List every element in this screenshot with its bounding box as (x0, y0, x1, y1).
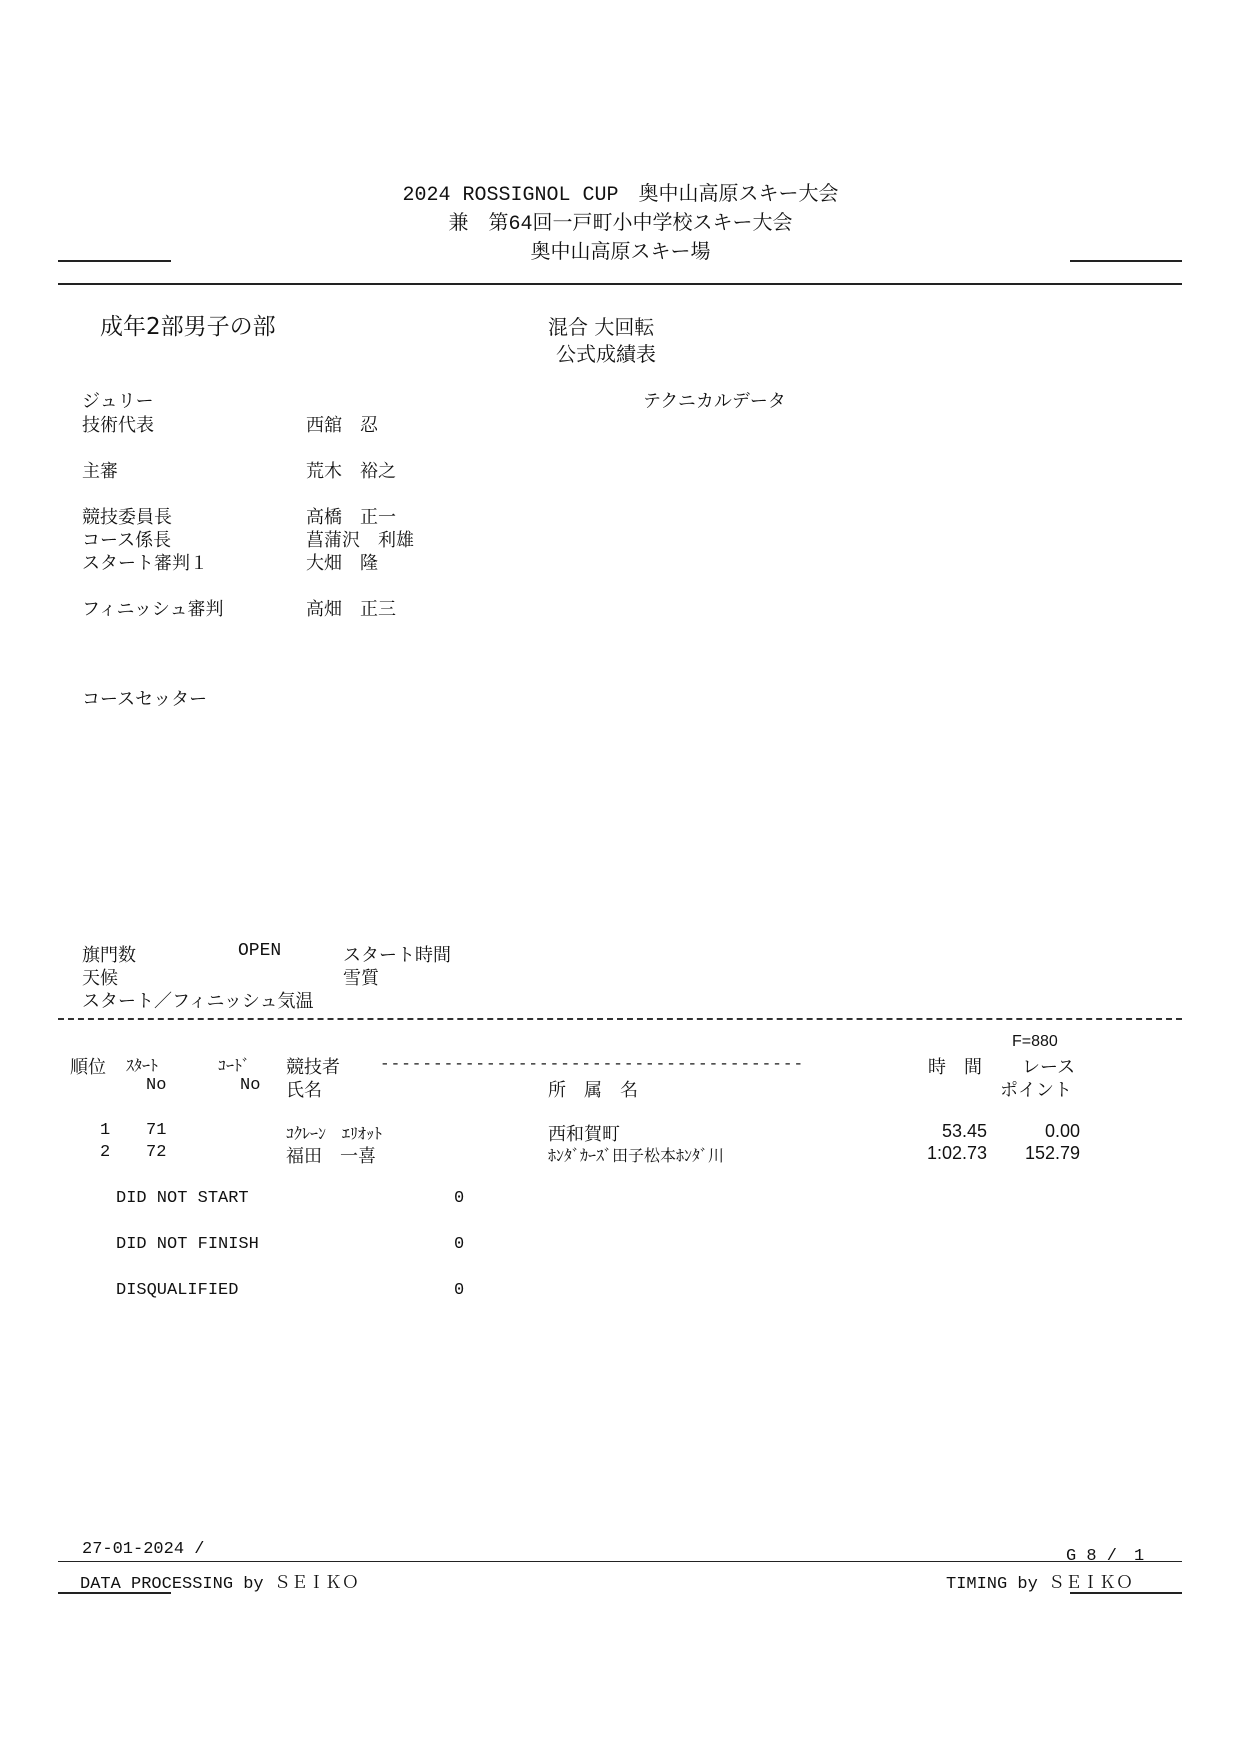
col-name: 氏名 (286, 1080, 322, 1101)
result-bib: 72 (146, 1143, 167, 1162)
footer-data-processing: DATA PROCESSING by ＳＥＩＫＯ (80, 1575, 359, 1594)
jury-name: 高橋 正一 (306, 507, 396, 528)
course-setter-label: コースセッター (82, 689, 208, 710)
jury-heading: ジュリー (82, 391, 154, 412)
temperature-label: スタート／フィニッシュ気温 (82, 991, 314, 1012)
result-club: ﾎﾝﾀﾞｶｰｽﾞ田子松本ﾎﾝﾀﾞ川 (548, 1146, 725, 1165)
col-code: ｺｰﾄﾞ (218, 1056, 251, 1075)
result-points: 152.79 (1024, 1143, 1080, 1163)
category-title: 成年2部男子の部 (100, 314, 276, 340)
summary-dsq-label: DISQUALIFIED (116, 1281, 239, 1300)
weather-label: 天候 (82, 968, 118, 989)
section-divider (58, 1018, 1182, 1020)
result-rank: 1 (100, 1121, 111, 1140)
summary-dnf-label: DID NOT FINISH (116, 1235, 259, 1254)
event-subtitle: 兼 第64回一戸町小中学校スキー大会 (448, 213, 793, 236)
summary-dns-label: DID NOT START (116, 1189, 249, 1208)
col-competitor: 競技者 (286, 1057, 340, 1078)
gates-label: 旗門数 (82, 945, 136, 966)
jury-name: 高畑 正三 (306, 599, 396, 620)
col-points: ポイント (1000, 1080, 1072, 1101)
technical-data-heading: テクニカルデータ (643, 391, 786, 412)
header-full-rule (58, 283, 1182, 285)
result-points: 0.00 (1044, 1121, 1080, 1141)
summary-dsq-count: 0 (454, 1281, 465, 1300)
event-title: 2024 ROSSIGNOL CUP 奥中山高原スキー大会 (402, 184, 839, 207)
snow-label: 雪質 (343, 968, 379, 989)
footer-page: G 8 / 1 (1066, 1547, 1145, 1566)
f-value: F=880 (1012, 1033, 1058, 1050)
col-rank: 順位 (70, 1057, 106, 1078)
jury-name: 大畑 隆 (306, 553, 378, 574)
col-affiliation: 所 属 名 (548, 1080, 638, 1101)
jury-role: 主審 (82, 461, 118, 482)
venue: 奥中山高原スキー場 (530, 242, 711, 265)
footer-right-rule (1070, 1592, 1182, 1594)
jury-name: 荒木 裕之 (306, 461, 396, 482)
result-rank: 2 (100, 1143, 111, 1162)
header-right-rule (1070, 260, 1182, 262)
col-start: ｽﾀｰﾄ (126, 1056, 159, 1075)
summary-dnf-count: 0 (454, 1235, 465, 1254)
jury-role: コース係長 (82, 530, 172, 551)
col-time: 時 間 (928, 1057, 982, 1078)
start-time-label: スタート時間 (343, 945, 451, 966)
col-race: レース (1022, 1057, 1076, 1078)
result-club: 西和賀町 (548, 1124, 620, 1145)
footer-timing: TIMING by ＳＥＩＫＯ (946, 1575, 1134, 1594)
summary-dns-count: 0 (454, 1189, 465, 1208)
header-left-rule (58, 260, 171, 262)
jury-name: 菖蒲沢 利雄 (306, 530, 414, 551)
result-time: 53.45 (941, 1121, 987, 1141)
footer-date: 27-01-2024 / (82, 1540, 205, 1559)
gates-value: OPEN (238, 941, 282, 961)
jury-name: 西舘 忍 (306, 415, 378, 436)
result-bib: 71 (146, 1121, 167, 1140)
footer-left-rule (58, 1592, 171, 1594)
document-type: 公式成績表 (556, 342, 656, 366)
result-time: 1:02.73 (926, 1143, 987, 1163)
jury-role: フィニッシュ審判 (82, 599, 224, 620)
result-name: 福田 一喜 (286, 1146, 376, 1167)
col-code-no: No (240, 1076, 261, 1095)
jury-role: スタート審判１ (82, 553, 208, 574)
col-dashes: ---------------------------------------- (380, 1055, 805, 1073)
jury-role: 競技委員長 (82, 507, 172, 528)
discipline: 混合 大回転 (548, 315, 655, 339)
footer-full-rule (58, 1561, 1182, 1562)
col-start-no: No (146, 1076, 167, 1095)
result-name: ｺｸﾚｰﾝ ｴﾘｵｯﾄ (286, 1124, 383, 1143)
jury-role: 技術代表 (82, 415, 154, 436)
